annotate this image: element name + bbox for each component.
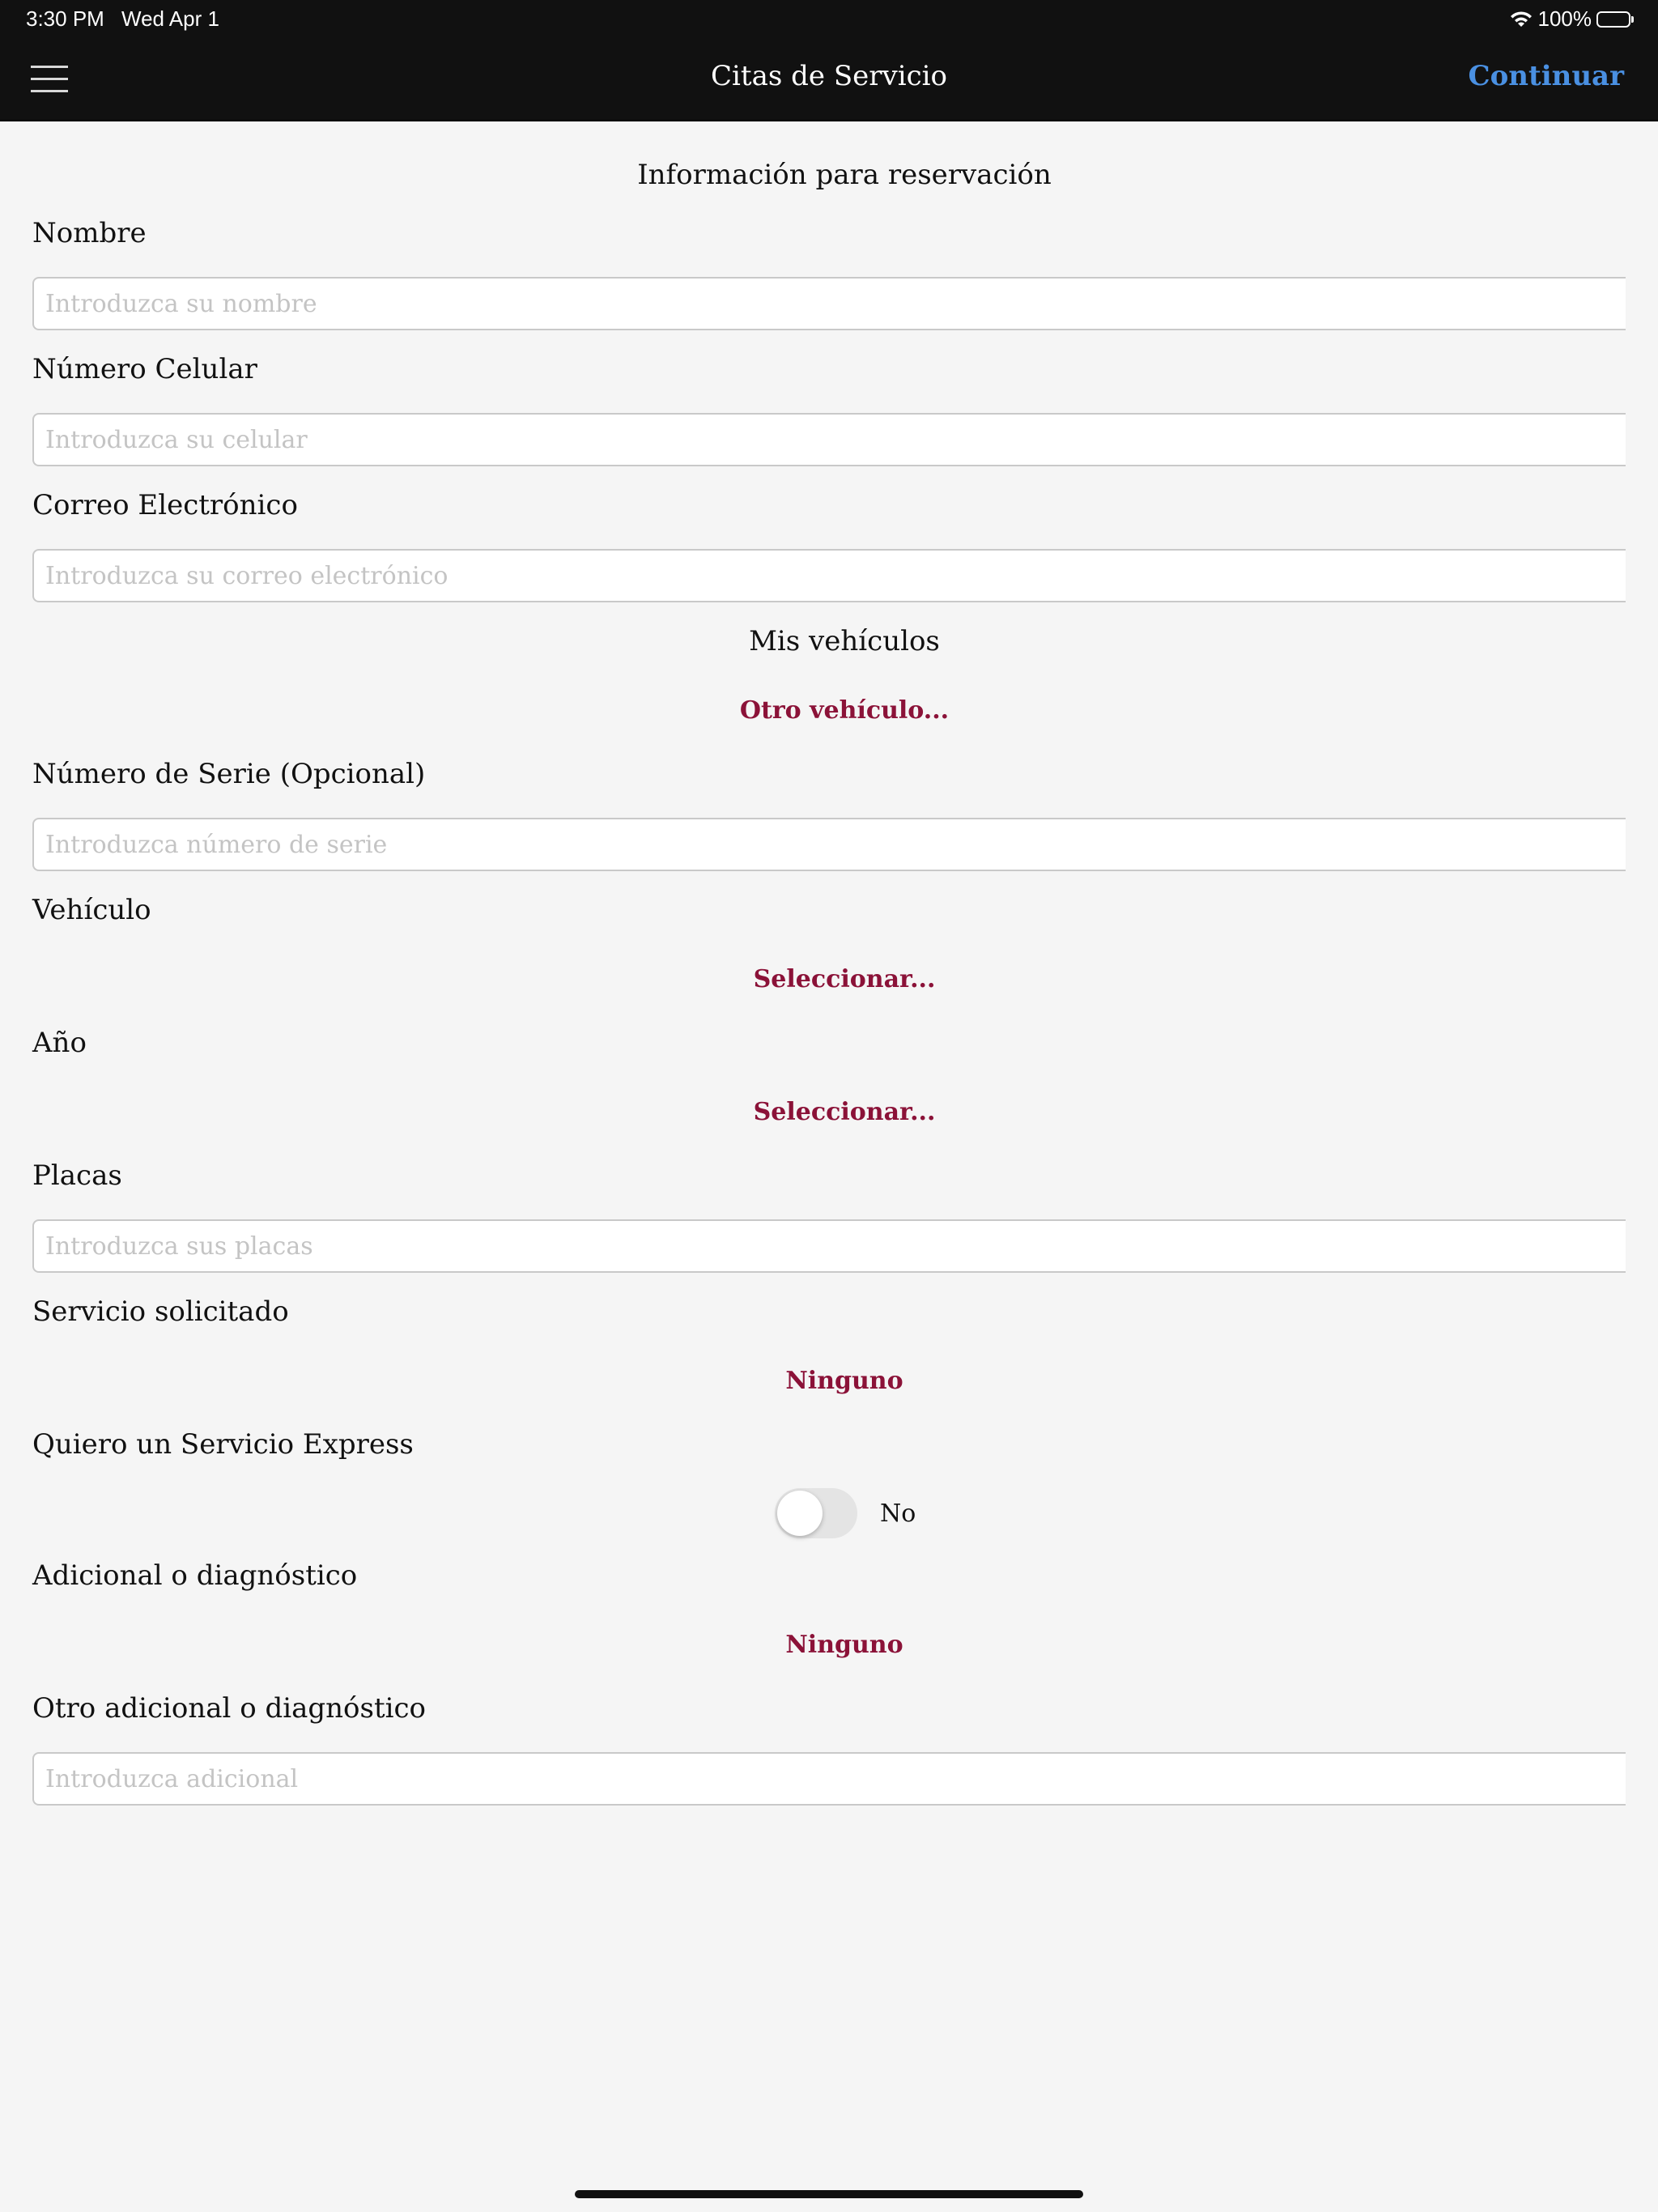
service-select[interactable]: Ninguno [785,1367,903,1395]
vehicle-label: Vehículo [32,894,151,926]
status-date: Wed Apr 1 [121,6,219,31]
plates-label: Placas [32,1159,122,1192]
name-input[interactable] [32,277,1626,330]
wifi-icon [1509,11,1533,28]
status-bar [0,0,1658,39]
toggle-knob [777,1491,823,1536]
year-select[interactable]: Seleccionar... [753,1098,936,1126]
serial-label: Número de Serie (Opcional) [32,758,426,790]
status-indicators [1509,6,1635,32]
additional-select[interactable]: Ninguno [785,1631,903,1659]
other-vehicle-link[interactable]: Otro vehículo... [739,696,950,725]
express-toggle[interactable] [775,1488,857,1538]
page-title: Citas de Servicio [711,60,947,92]
battery-icon [1596,11,1634,28]
email-label: Correo Electrónico [32,489,298,521]
additional-label: Adicional o diagnóstico [32,1559,358,1592]
email-input[interactable] [32,549,1626,602]
status-time: 3:30 PM [26,6,104,31]
express-label: Quiero un Servicio Express [32,1428,414,1461]
service-label: Servicio solicitado [32,1295,289,1328]
battery-percentage: 100% [1537,6,1592,31]
plates-input[interactable] [32,1219,1626,1273]
year-label: Año [32,1027,87,1059]
vehicle-select[interactable]: Seleccionar... [753,965,936,993]
home-indicator[interactable] [575,2190,1083,2198]
navigation-bar [0,39,1658,121]
name-label: Nombre [32,217,147,249]
other-additional-input[interactable] [32,1752,1626,1806]
phone-label: Número Celular [32,353,257,385]
serial-input[interactable] [32,818,1626,871]
express-toggle-state: No [880,1499,916,1528]
express-toggle-group [775,1488,916,1538]
section-title-vehicles: Mis vehículos [749,625,940,657]
section-title-reservation: Información para reservación [637,159,1052,191]
continue-button[interactable]: Continuar [1468,60,1624,92]
phone-input[interactable] [32,413,1626,466]
other-additional-label: Otro adicional o diagnóstico [32,1692,427,1725]
